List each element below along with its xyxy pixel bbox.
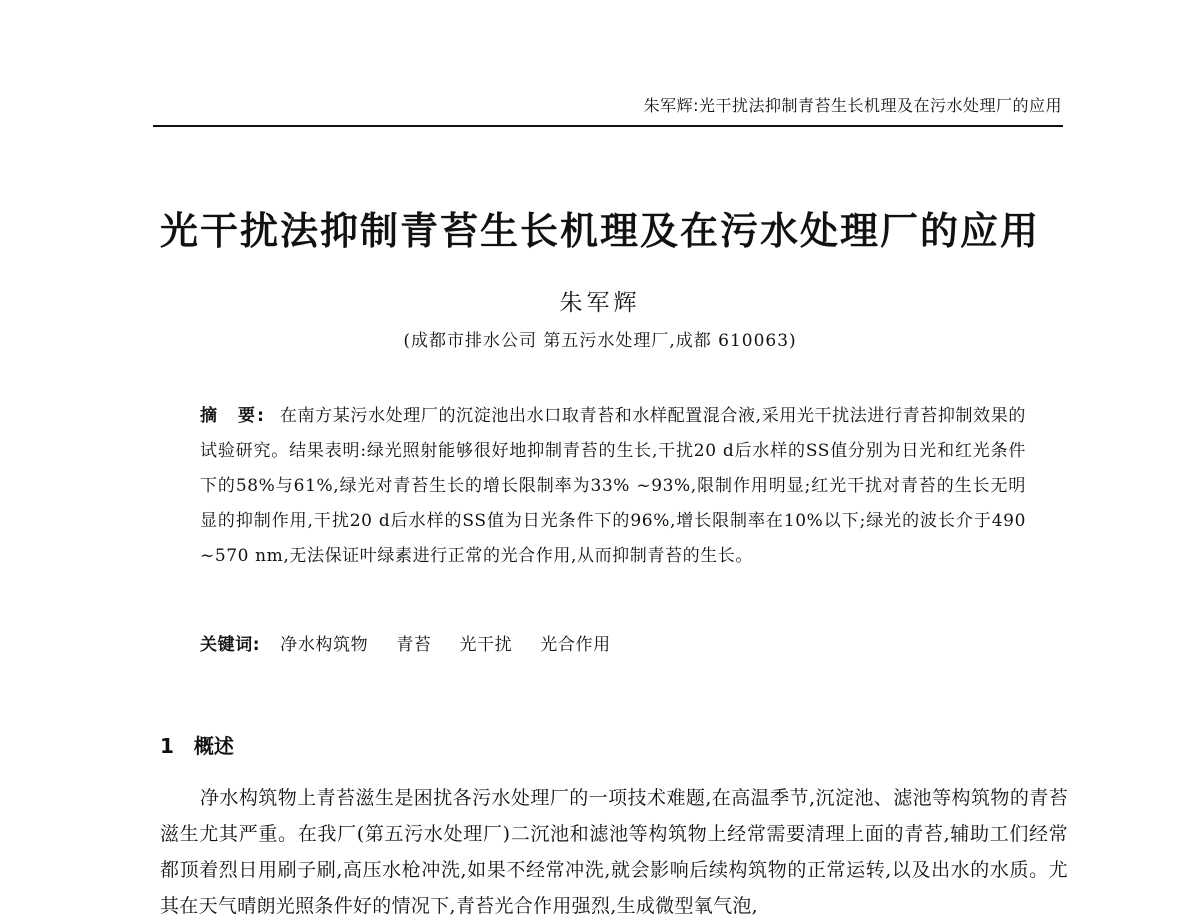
keyword-item: 光干扰 (459, 635, 513, 655)
running-header: 朱军辉:光干扰法抑制青苔生长机理及在污水处理厂的应用 (643, 96, 1062, 115)
author-affiliation: (成都市排水公司 第五污水处理厂,成都 610063) (403, 331, 797, 351)
keywords-label: 关键词: (200, 635, 261, 655)
section-number: 1 (160, 734, 174, 758)
body-paragraph: 净水构筑物上青苔滋生是困扰各污水处理厂的一项技术难题,在高温季节,沉淀池、滤池等构筑物的青苔滋生尤其严重。在我厂(第五污水处理厂)二沉池和滤池等构筑物上经常需要清理上面的青苔,辅助工们经常都顶着烈日用刷子刷,高压水枪冲洗,如果不经常冲洗,就会影响后续构筑物的正常运转,以及出水的水质。尤其在天气晴朗光照条件好的情况下,青苔光合作用强烈,生成微型氧气泡, (160, 787, 1068, 917)
keyword-item: 青苔 (396, 635, 432, 655)
abstract-block (200, 399, 1026, 574)
abstract-text: 在南方某污水处理厂的沉淀池出水口取青苔和水样配置混合液,采用光干扰法进行青苔抑制效果的试验研究。结果表明:绿光照射能够很好地抑制青苔的生长,干扰20 d后水样的SS值分别为日光和红光条件下的58%与61%,绿光对青苔生长的增长限制率为33% ~93%,限制作用明显;红光干扰对青苔的生长无明显的抑制作用,干扰20 d后水样的SS值为日光条件下的96%,增长限制率在10%以下;绿光的波长介于490 ~570 nm,无法保证叶绿素进行正常的光合作用,从而抑制青苔的生长。 (200, 406, 1026, 566)
section-heading (160, 730, 234, 759)
paper-title: 光干扰法抑制青苔生长机理及在污水处理厂的应用 (159, 209, 1040, 253)
author-name: 朱军辉 (559, 290, 641, 316)
header-rule (153, 125, 1063, 127)
keyword-item: 光合作用 (540, 635, 611, 655)
abstract-label: 摘 要: (200, 406, 266, 426)
keywords-block (200, 630, 1026, 655)
section-title: 概述 (193, 734, 234, 758)
keyword-item: 净水构筑物 (280, 635, 369, 655)
